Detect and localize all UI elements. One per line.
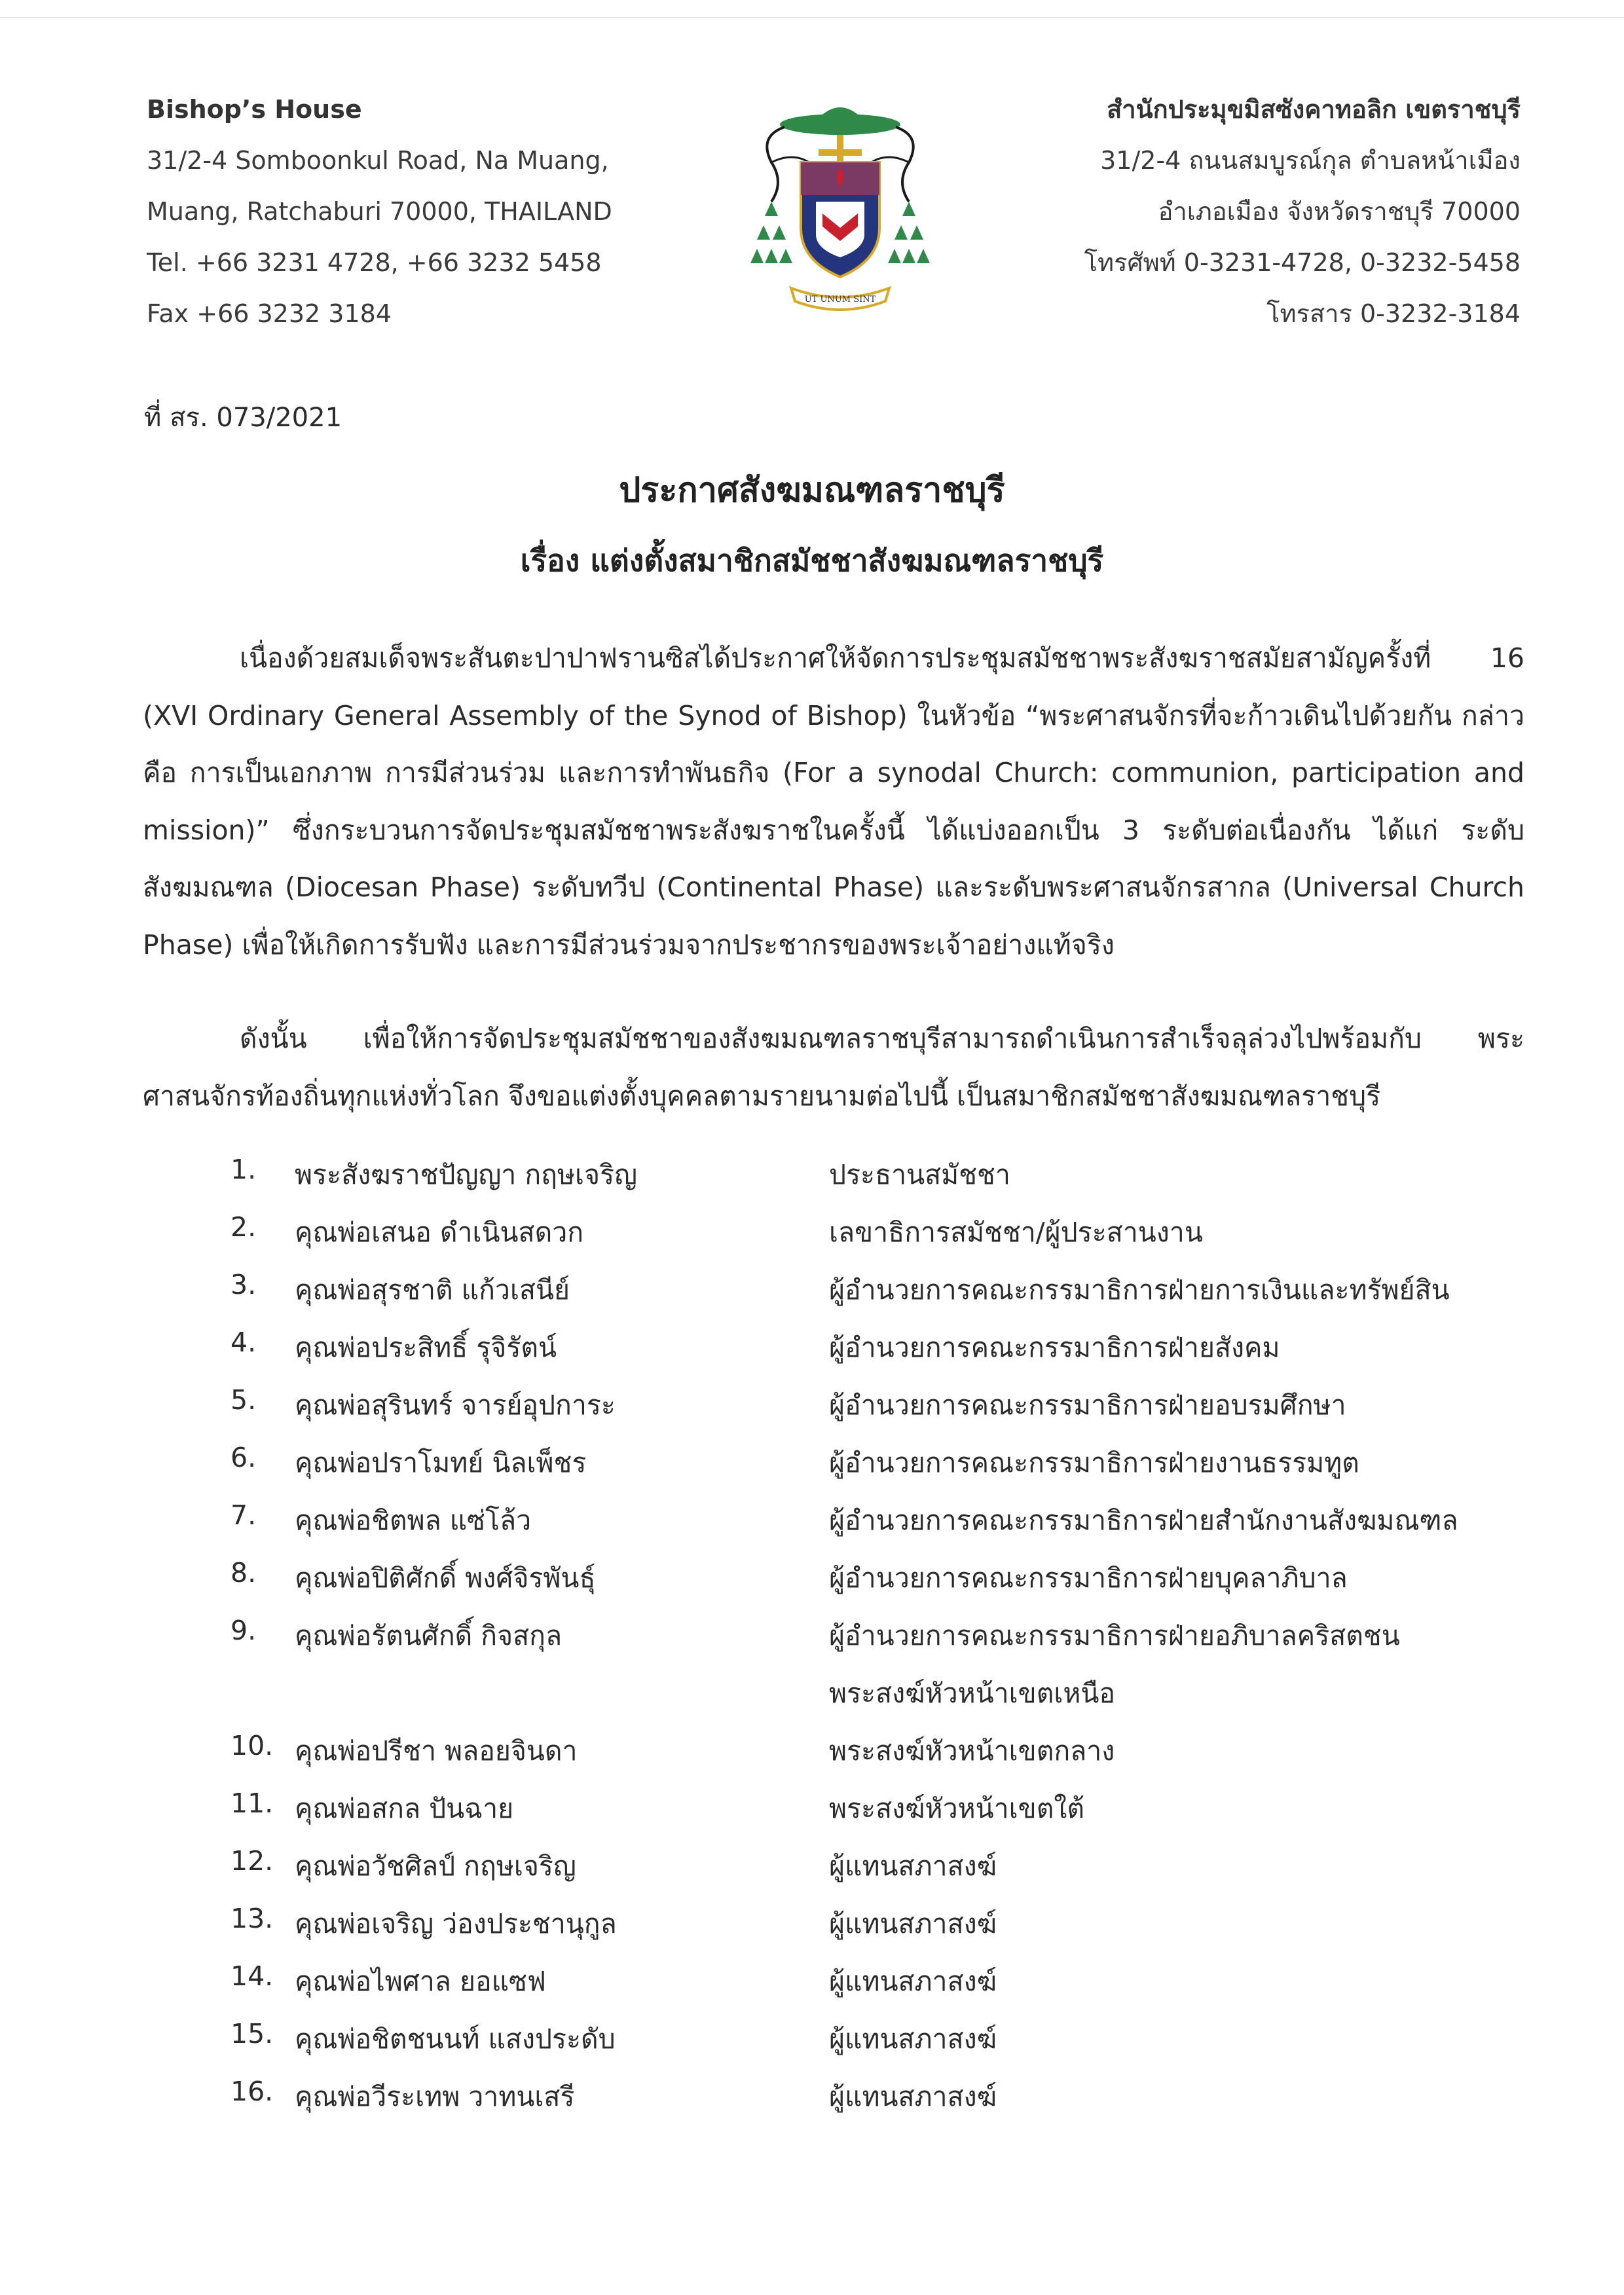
member-name: คุณพ่อปรีชา พลอยจินดา	[295, 1735, 578, 1767]
org-name-english: Bishop’s House	[147, 95, 362, 124]
telephone-english: Tel. +66 3231 4728, +66 3232 5458	[147, 248, 602, 277]
member-number: 15.	[231, 2018, 274, 2049]
member-name: คุณพ่อปิติศักดิ์ พงศ์จิรพันธุ์	[295, 1562, 596, 1594]
letterhead-english	[147, 84, 612, 339]
member-name: คุณพ่อเจริญ ว่องประชานุกูล	[295, 1908, 617, 1939]
member-number: 14.	[231, 1960, 274, 1992]
crest-motto: UT UNUM SINT	[804, 295, 876, 304]
document-number: ที่ สร. 073/2021	[144, 403, 342, 433]
member-name: คุณพ่อวีระเทพ วาทนเสรี	[295, 2081, 575, 2112]
list-item	[0, 1154, 1624, 1206]
org-name-thai: สำนักประมุขมิสซังคาทอลิก เขตราชบุรี	[1107, 95, 1521, 124]
list-item	[0, 1557, 1624, 1609]
member-role-secondary: พระสงฆ์หัวหน้าเขตเหนือ	[829, 1678, 1116, 1709]
member-role: ผู้อำนวยการคณะกรรมาธิการฝ่ายการเงินและทรัพย์สิน	[829, 1274, 1450, 1306]
member-number: 16.	[231, 2076, 274, 2107]
member-name: คุณพ่อชิตพล แซ่โล้ว	[295, 1505, 532, 1536]
member-number: 6.	[231, 1442, 257, 1473]
address-line-1-thai: 31/2-4 ถนนสมบูรณ์กุล ตำบลหน้าเมือง	[1100, 146, 1521, 175]
list-item	[0, 2018, 1624, 2070]
list-item	[0, 1384, 1624, 1437]
member-name: พระสังฆราชปัญญา กฤษเจริญ	[295, 1159, 638, 1190]
member-number: 3.	[231, 1269, 257, 1300]
member-number: 4.	[231, 1327, 257, 1358]
member-role: ผู้แทนสภาสงฆ์	[829, 1850, 997, 1882]
member-name: คุณพ่อไพศาล ยอแซฟ	[295, 1966, 546, 1997]
fax-english: Fax +66 3232 3184	[147, 299, 392, 328]
member-role: ผู้อำนวยการคณะกรรมาธิการฝ่ายสังคม	[829, 1332, 1280, 1363]
member-name: คุณพ่อสุรชาติ แก้วเสนีย์	[295, 1274, 570, 1306]
member-role: ผู้แทนสภาสงฆ์	[829, 1908, 997, 1939]
list-item	[0, 1730, 1624, 1782]
list-item	[0, 1845, 1624, 1898]
member-name: คุณพ่อชิตชนนท์ แสงประดับ	[295, 2023, 616, 2055]
fax-thai: โทรสาร 0-3232-3184	[1266, 299, 1521, 328]
list-item	[0, 1960, 1624, 2013]
list-item	[0, 1327, 1624, 1379]
member-role: ผู้อำนวยการคณะกรรมาธิการฝ่ายอภิบาลคริสตชน	[829, 1620, 1400, 1651]
member-name: คุณพ่อประสิทธิ์ รุจิรัตน์	[295, 1332, 557, 1363]
member-name: คุณพ่อสุรินทร์ จารย์อุปการะ	[295, 1389, 616, 1421]
member-name: คุณพ่อวัชศิลป์ กฤษเจริญ	[295, 1850, 576, 1882]
list-item	[0, 1788, 1624, 1840]
list-item	[0, 1499, 1624, 1552]
member-role: ผู้แทนสภาสงฆ์	[829, 1966, 997, 1997]
list-item	[0, 1615, 1624, 1667]
member-role: ผู้อำนวยการคณะกรรมาธิการฝ่ายงานธรรมทูต	[829, 1447, 1359, 1478]
member-number: 11.	[231, 1788, 274, 1819]
member-role: ผู้อำนวยการคณะกรรมาธิการฝ่ายอบรมศึกษา	[829, 1389, 1346, 1421]
address-line-1-english: 31/2-4 Somboonkul Road, Na Muang,	[147, 146, 609, 175]
member-number: 13.	[231, 1903, 274, 1934]
paragraph-appointment: ดังนั้น เพื่อให้การจัดประชุมสมัชชาของสังฆมณฑลราชบุรีสามารถดำเนินการสำเร็จลุล่วงไปพร้อมกับ พระศาสนจักรท้องถิ่นทุกแห่งทั่วโลก จึงขอแต่งตั้งบุคคลตามรายนามต่อไปนี้ เป็นสมาชิกสมัชชาสังฆมณฑลราชบุรี	[143, 1023, 1524, 1112]
list-item-continuation	[0, 1672, 1624, 1725]
page-top-border	[0, 17, 1624, 18]
member-number: 5.	[231, 1384, 257, 1416]
address-line-2-english: Muang, Ratchaburi 70000, THAILAND	[147, 197, 612, 226]
member-name: คุณพ่อเสนอ ดำเนินสดวก	[295, 1217, 584, 1248]
letterhead-thai	[1084, 84, 1521, 339]
member-role: พระสงฆ์หัวหน้าเขตกลาง	[829, 1735, 1115, 1767]
announcement-title: ประกาศสังฆมณฑลราชบุรี	[619, 471, 1005, 510]
list-item	[0, 2076, 1624, 2128]
member-role: ผู้อำนวยการคณะกรรมาธิการฝ่ายบุคลาภิบาล	[829, 1562, 1348, 1594]
member-number: 9.	[231, 1615, 257, 1646]
address-line-2-thai: อำเภอเมือง จังหวัดราชบุรี 70000	[1158, 197, 1521, 226]
list-item	[0, 1211, 1624, 1264]
telephone-thai: โทรศัพท์ 0-3231-4728, 0-3232-5458	[1084, 248, 1521, 277]
member-role: ประธานสมัชชา	[829, 1159, 1010, 1190]
member-name: คุณพ่อปราโมทย์ นิลเพ็ชร	[295, 1447, 587, 1478]
member-role: ผู้แทนสภาสงฆ์	[829, 2023, 997, 2055]
member-role: ผู้แทนสภาสงฆ์	[829, 2081, 997, 2112]
member-role: เลขาธิการสมัชชา/ผู้ประสานงาน	[829, 1217, 1203, 1248]
member-role: พระสงฆ์หัวหน้าเขตใต้	[829, 1793, 1084, 1824]
member-name: คุณพ่อรัตนศักดิ์ กิจสกุล	[295, 1620, 563, 1651]
member-name: คุณพ่อสกล ปันฉาย	[295, 1793, 514, 1824]
member-number: 1.	[231, 1154, 257, 1185]
member-number: 8.	[231, 1557, 257, 1588]
announcement-subject: เรื่อง แต่งตั้งสมาชิกสมัชชาสังฆมณฑลราชบุรี	[520, 543, 1104, 578]
member-number: 7.	[231, 1499, 257, 1531]
list-item	[0, 1269, 1624, 1321]
member-number: 10.	[231, 1730, 274, 1761]
member-role: ผู้อำนวยการคณะกรรมาธิการฝ่ายสำนักงานสังฆมณฑล	[829, 1505, 1458, 1536]
list-item	[0, 1442, 1624, 1494]
paragraph-background: เนื่องด้วยสมเด็จพระสันตะปาปาฟรานซิสได้ประกาศให้จัดการประชุมสมัชชาพระสังฆราชสมัยสามัญครั้งที่ 16 (XVI Ordinary General Assembly of the Synod of Bishop) ในหัวข้อ “พระศาสนจักรที่จะก้าวเดินไปด้วยกัน กล่าวคือ การเป็นเอกภาพ การมีส่วนร่วม และการทำพันธกิจ (For a synodal Church: communion, participation and mission)” ซึ่งกระบวนการจัดประชุมสมัชชาพระสังฆราชในครั้งนี้ ได้แบ่งออกเป็น 3 ระดับต่อเนื่องกัน ได้แก่ ระดับสังฆมณฑล (Diocesan Phase) ระดับทวีป (Continental Phase) และระดับพระศาสนจักรสากล (Universal Church Phase) เพื่อให้เกิดการรับฟัง และการมีส่วนร่วมจากประชากรของพระเจ้าอย่างแท้จริง	[143, 642, 1524, 961]
member-number: 12.	[231, 1845, 274, 1877]
list-item	[0, 1903, 1624, 1955]
bishop-coat-of-arms	[745, 97, 935, 333]
member-number: 2.	[231, 1211, 257, 1243]
